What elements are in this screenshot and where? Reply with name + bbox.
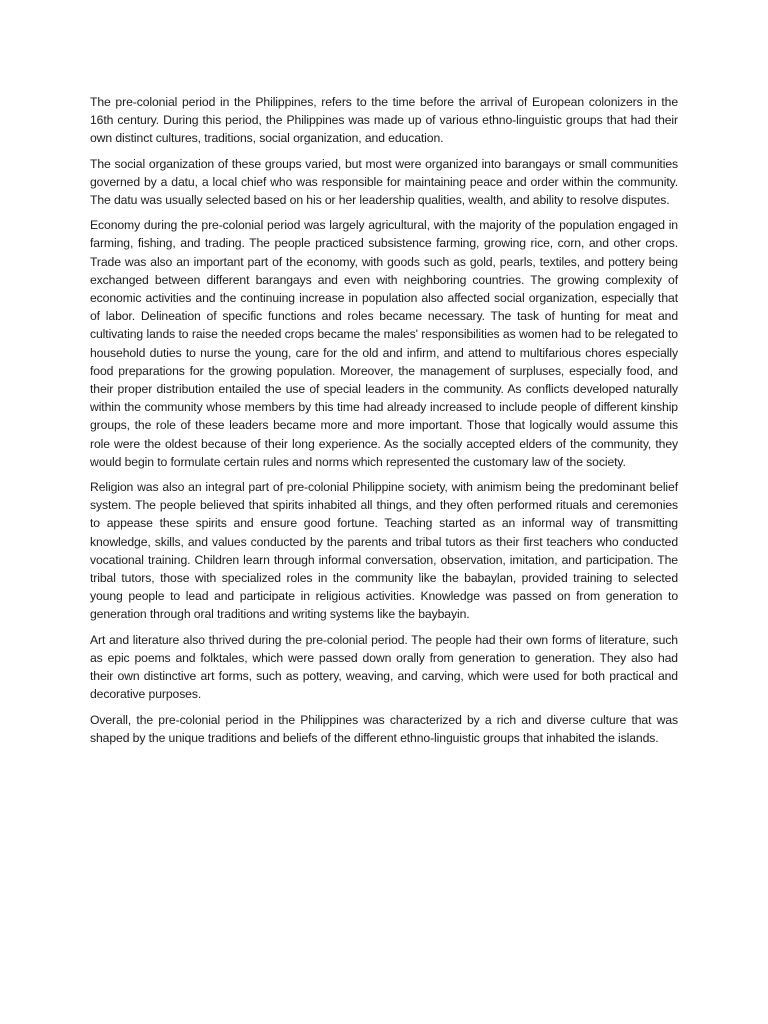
paragraph-conclusion: Overall, the pre-colonial period in the Philippines was characterized by a rich and diverse culture that was shaped by the unique traditions and beliefs of the different ethno-linguistic groups that inhabited the islands. bbox=[90, 712, 678, 745]
document-body bbox=[90, 93, 678, 754]
paragraph-art-literature: Art and literature also thrived during the pre-colonial period. The people had their own forms of literature, such as epic poems and folktales, which were passed down orally from generation to generation. They also had their own distinctive art forms, such as pottery, weaving, and carving, which were used for both practical and decorative purposes. bbox=[90, 632, 678, 702]
paragraph-social-organization: The social organization of these groups varied, but most were organized into barangays or small communities governed by a datu, a local chief who was responsible for maintaining peace and order within the community. The datu was usually selected based on his or her leadership qualities, wealth, and ability to resolve disputes. bbox=[90, 156, 678, 208]
paragraph-religion: Religion was also an integral part of pre-colonial Philippine society, with animism being the predominant belief system. The people believed that spirits inhabited all things, and they often performed rituals and ceremonies to appease these spirits and ensure good fortune. Teaching started as an informal way of transmitting knowledge, skills, and values conducted by the parents and tribal tutors as their first teachers who conducted vocational training. Children learn through informal conversation, observation, imitation, and participation. The tribal tutors, those with specialized roles in the community like the babaylan, provided training to selected young people to lead and participate in religious activities. Knowledge was passed on from generation to generation through oral traditions and writing systems like the baybayin. bbox=[90, 480, 678, 622]
paragraph-economy: Economy during the pre-colonial period was largely agricultural, with the majority of the population engaged in farming, fishing, and trading. The people practiced subsistence farming, growing rice, corn, and other crops. Trade was also an important part of the economy, with goods such as gold, pearls, textiles, and pottery being exchanged between different barangays and even with neighboring countries. The growing complexity of economic activities and the continuing increase in population also affected social organization, especially that of labor. Delineation of specific functions and roles became necessary. The task of hunting for meat and cultivating lands to raise the needed crops became the males' responsibilities as women had to be relegated to household duties to nurse the young, care for the old and infirm, and attend to multifarious chores especially food preparations for the growing population. Moreover, the management of surpluses, especially food, and their proper distribution entailed the use of special leaders in the community. As conflicts developed naturally within the community whose members by this time had already increased to include people of different kinship groups, the role of these leaders became more and more important. Those that logically would assume this role were the oldest because of their long experience. As the socially accepted elders of the community, they would begin to formulate certain rules and norms which represented the customary law of the society. bbox=[90, 218, 678, 469]
paragraph-intro: The pre-colonial period in the Philippines, refers to the time before the arrival of European colonizers in the 16th century. During this period, the Philippines was made up of various ethno-linguistic groups that had their own distinct cultures, traditions, social organization, and education. bbox=[90, 95, 678, 146]
